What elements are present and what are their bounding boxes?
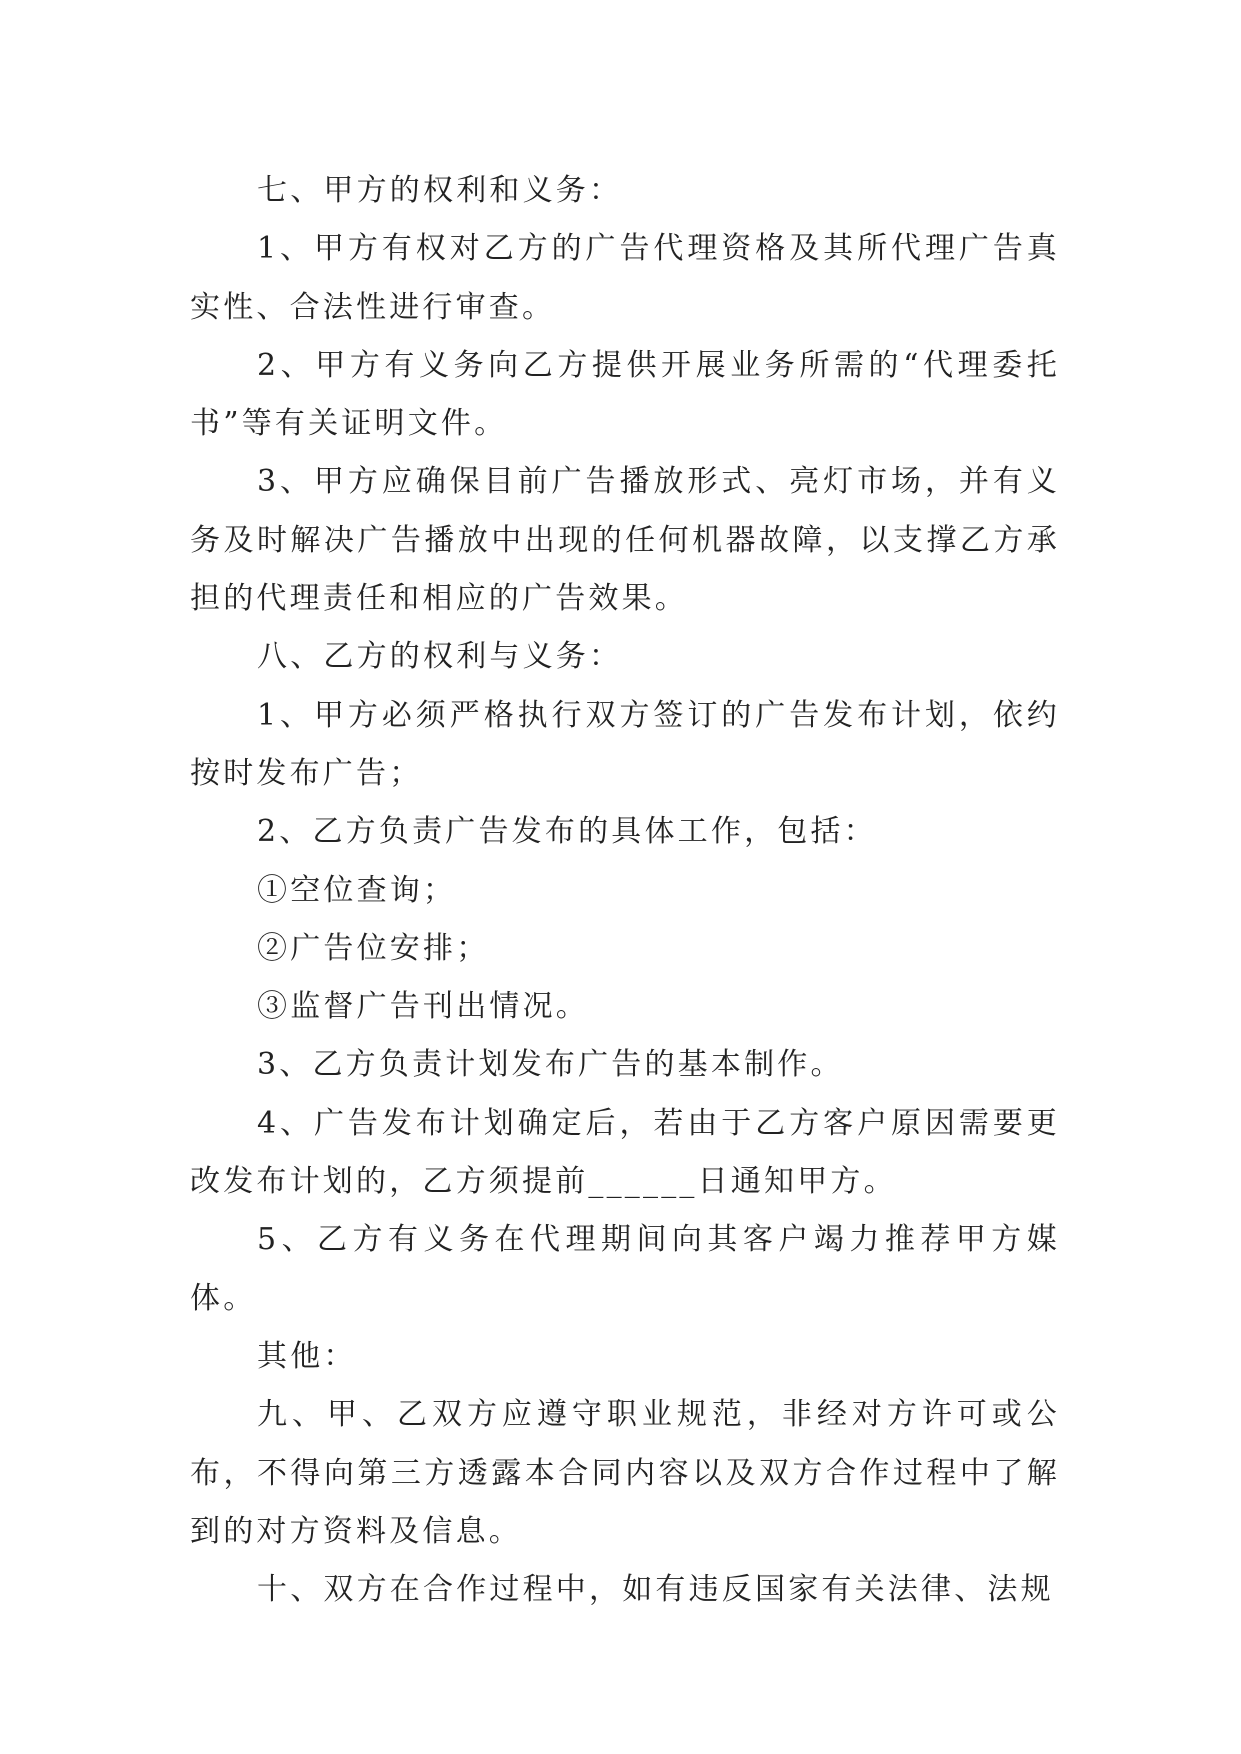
clause-8-2-item-1: ①空位查询； bbox=[257, 872, 457, 908]
clause-7-3: 3、甲方应确保目前广告播放形式、亮灯市场，并有义务及时解决广告播放中出现的任何机器故障，以支撑乙方承担的代理责任和相应的广告效果。 bbox=[190, 464, 1060, 617]
section-heading-other: 其他： bbox=[257, 1338, 357, 1374]
section-heading-7: 七、甲方的权利和义务： bbox=[257, 173, 623, 208]
clause-10: 十、双方在合作过程中，如有违反国家有关法律、法规 bbox=[257, 1572, 1054, 1608]
clause-8-4: 4、广告发布计划确定后，若由于乙方客户原因需要更改发布计划的，乙方须提前______日通知甲方。 bbox=[190, 1105, 1060, 1200]
clause-8-2-item-3: ③监督广告刊出情况。 bbox=[257, 989, 589, 1025]
document-body bbox=[190, 162, 1060, 1619]
clause-8-2: 2、乙方负责广告发布的具体工作，包括： bbox=[257, 814, 877, 850]
clause-8-1: 1、甲方必须严格执行双方签订的广告发布计划，依约按时发布广告； bbox=[190, 697, 1060, 791]
clause-8-2-item-2: ②广告位安排； bbox=[257, 930, 490, 966]
section-heading-8: 八、乙方的权利与义务： bbox=[257, 639, 623, 675]
clause-9: 九、甲、乙双方应遵守职业规范，非经对方许可或公布，不得向第三方透露本合同内容以及双方合作过程中了解到的对方资料及信息。 bbox=[190, 1397, 1060, 1549]
clause-8-5: 5、乙方有义务在代理期间向其客户竭力推荐甲方媒体。 bbox=[190, 1222, 1060, 1316]
clause-7-2: 2、甲方有义务向乙方提供开展业务所需的“代理委托书”等有关证明文件。 bbox=[190, 347, 1060, 442]
clause-8-3: 3、乙方负责计划发布广告的基本制作。 bbox=[257, 1047, 844, 1083]
clause-7-1: 1、甲方有权对乙方的广告代理资格及其所代理广告真实性、合法性进行审查。 bbox=[190, 231, 1060, 325]
